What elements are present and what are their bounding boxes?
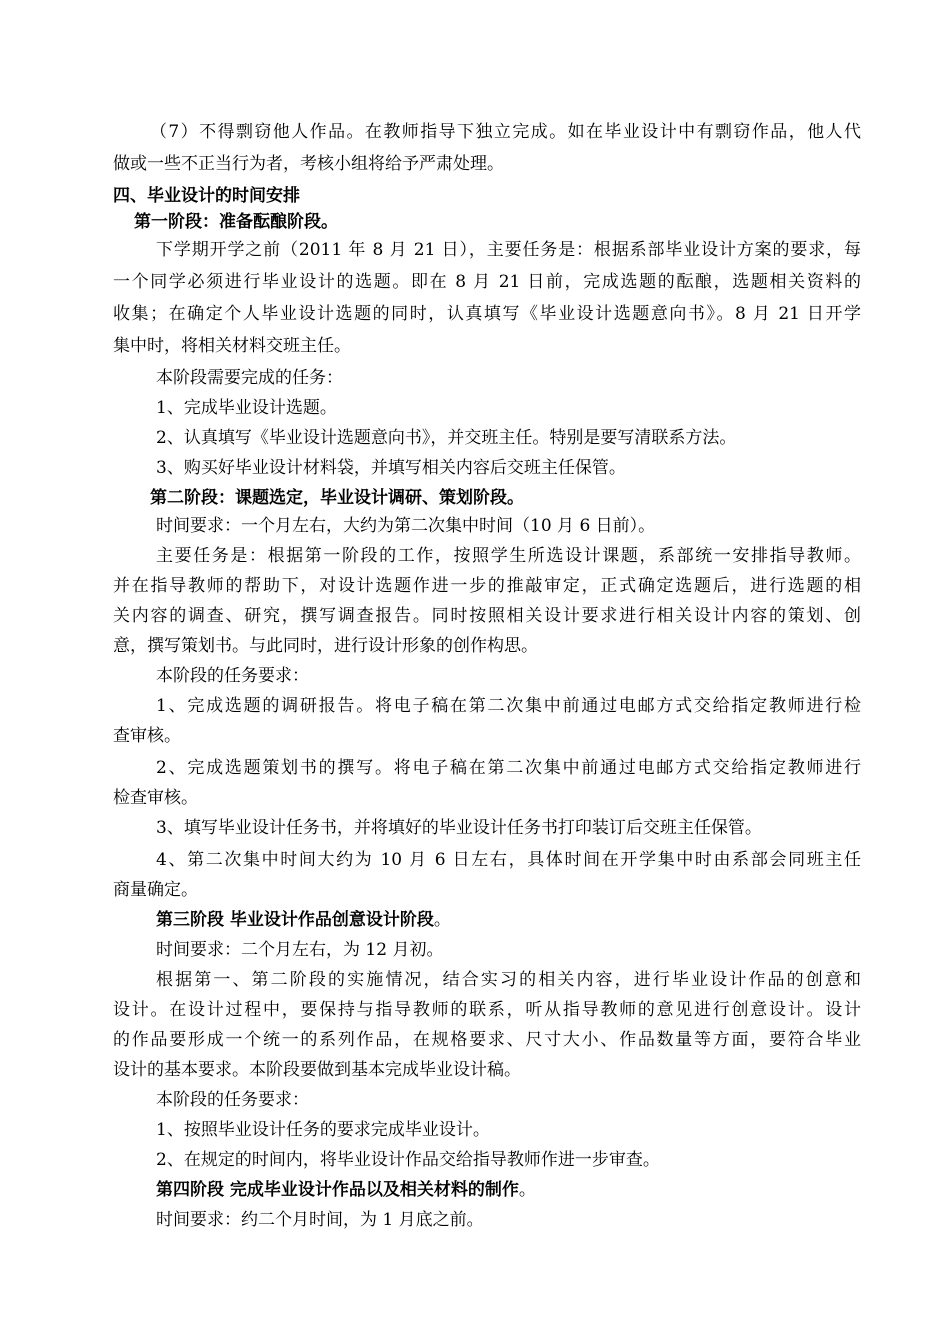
stage-heading-period: 。 bbox=[518, 1180, 536, 1200]
paragraph-line: 集中时，将相关材料交班主任。 bbox=[113, 336, 351, 356]
paragraph-line: 意，撰写策划书。与此同时，进行设计形象的创作构思。 bbox=[113, 636, 538, 656]
stage-heading-title: 第四阶段 完成毕业设计作品以及相关材料的制作 bbox=[156, 1180, 519, 1200]
stage-heading: 第一阶段：准备酝酿阶段。 bbox=[134, 212, 338, 232]
paragraph-line: 本阶段的任务要求： bbox=[156, 666, 309, 686]
list-item: 4、第二次集中时间大约为 10 月 6 日左右，具体时间在开学集中时由系部会同班主任 bbox=[156, 850, 861, 870]
stage-heading: 第二阶段：课题选定，毕业设计调研、策划阶段。 bbox=[150, 488, 524, 508]
list-item: 检查审核。 bbox=[113, 788, 198, 808]
paragraph-line: 收集；在确定个人毕业设计选题的同时，认真填写《毕业设计选题意向书》。8 月 21 日开学 bbox=[113, 304, 861, 324]
paragraph-line: 时间要求：二个月左右，为 12 月初。 bbox=[156, 940, 444, 960]
list-item: 2、完成选题策划书的撰写。将电子稿在第二次集中前通过电邮方式交给指定教师进行 bbox=[156, 758, 861, 778]
list-item: 3、购买好毕业设计材料袋，并填写相关内容后交班主任保管。 bbox=[156, 458, 626, 478]
paragraph-line: 一个同学必须进行毕业设计的选题。即在 8 月 21 日前，完成选题的酝酿，选题相关资料的 bbox=[113, 272, 861, 292]
paragraph-line: 时间要求：约二个月时间，为 1 月底之前。 bbox=[156, 1210, 484, 1230]
paragraph-line: 本阶段的任务要求： bbox=[156, 1090, 309, 1110]
list-item: 商量确定。 bbox=[113, 880, 198, 900]
list-item: 1、完成毕业设计选题。 bbox=[156, 398, 337, 418]
list-item: 查审核。 bbox=[113, 726, 181, 746]
list-item: 2、认真填写《毕业设计选题意向书》，并交班主任。特别是要写清联系方法。 bbox=[156, 428, 737, 448]
stage-heading bbox=[156, 907, 904, 933]
list-item: 1、完成选题的调研报告。将电子稿在第二次集中前通过电邮方式交给指定教师进行检 bbox=[156, 696, 861, 716]
list-item: 3、填写毕业设计任务书，并将填好的毕业设计任务书打印装订后交班主任保管。 bbox=[156, 818, 762, 838]
paragraph-line: 的作品要形成一个统一的系列作品，在规格要求、尺寸大小、作品数量等方面，要符合毕业 bbox=[113, 1030, 861, 1050]
list-item: 1、按照毕业设计任务的要求完成毕业设计。 bbox=[156, 1120, 490, 1140]
paragraph-line: （7）不得剽窃他人作品。在教师指导下独立完成。如在毕业设计中有剽窃作品，他人代 bbox=[150, 122, 861, 142]
paragraph-line: 时间要求：一个月左右，大约为第二次集中时间（10 月 6 日前）。 bbox=[156, 516, 656, 536]
paragraph-line: 根据第一、第二阶段的实施情况，结合实习的相关内容，进行毕业设计作品的创意和 bbox=[156, 970, 861, 990]
paragraph-line: 设计。在设计过程中，要保持与指导教师的联系，听从指导教师的意见进行创意设计。设计 bbox=[113, 1000, 861, 1020]
paragraph-line: 主要任务是：根据第一阶段的工作，按照学生所选设计课题，系部统一安排指导教师。 bbox=[156, 546, 861, 566]
paragraph-line: 并在指导教师的帮助下，对设计选题作进一步的推敲审定，正式确定选题后，进行选题的相 bbox=[113, 576, 861, 596]
paragraph-line: 关内容的调查、研究，撰写调查报告。同时按照相关设计要求进行相关设计内容的策划、创 bbox=[113, 606, 861, 626]
paragraph-line: 下学期开学之前（2011 年 8 月 21 日），主要任务是：根据系部毕业设计方案的要求，每 bbox=[156, 240, 861, 260]
stage-heading bbox=[156, 1177, 904, 1203]
stage-heading-title: 第三阶段 毕业设计作品创意设计阶段 bbox=[156, 910, 434, 930]
paragraph-line: 设计的基本要求。本阶段要做到基本完成毕业设计稿。 bbox=[113, 1060, 521, 1080]
list-item: 2、在规定的时间内，将毕业设计作品交给指导教师作进一步审查。 bbox=[156, 1150, 660, 1170]
paragraph-line: 本阶段需要完成的任务： bbox=[156, 368, 343, 388]
stage-heading-period: 。 bbox=[433, 910, 451, 930]
section-heading: 四、毕业设计的时间安排 bbox=[113, 186, 300, 206]
paragraph-line: 做或一些不正当行为者，考核小组将给予严肃处理。 bbox=[113, 154, 504, 174]
